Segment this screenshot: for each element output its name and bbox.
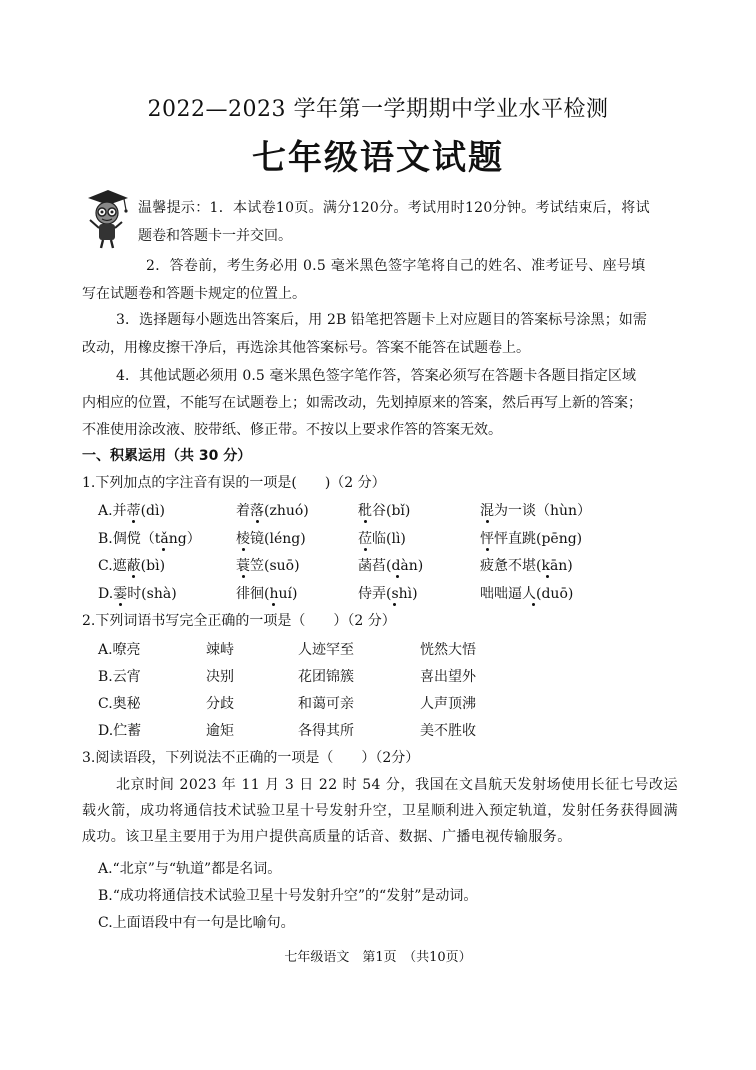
notice-line-8: 内相应的位置，不能写在试题卷上；如需改动，先划掉原来的答案，然后再写上新的答案；: [82, 395, 642, 411]
q1-option-a-2: 着落(zhuó): [236, 503, 309, 519]
q3-passage: 北京时间 2023 年 11 月 3 日 22 时 54 分，我国在文昌航天发射场使用长征七号改运载火箭，成功将通信技术试验卫星十号发射升空，卫星顺利进入预定轨道，发射任务获得圆满成功。该卫星主要用于为用户提供高质量的话音、数据、广播电视传输服务。: [82, 777, 678, 845]
notice-line-2: 题卷和答题卡一并交回。: [138, 228, 292, 244]
q1-option-a-3: 秕谷(bǐ): [358, 503, 411, 519]
q2-option-a-4: 恍然大悟: [420, 642, 476, 658]
q2-option-b-4: 喜出望外: [420, 669, 476, 685]
q1-option-d-2: 徘徊(huí): [236, 586, 298, 602]
q1-option-b-1: B.倜傥（tǎng）: [98, 531, 201, 547]
notice-line-4: 写在试题卷和答题卡规定的位置上。: [82, 286, 306, 302]
q2-option-d-3: 各得其所: [298, 723, 354, 739]
q2-option-b-3: 花团锦簇: [298, 669, 354, 685]
q1-option-b-2: 棱镜(léng): [236, 531, 306, 547]
q1-option-a-4: 混为一谈（hùn）: [480, 503, 592, 519]
notice-line-3: 2．答卷前，考生务必用 0.5 毫米黑色签字笔将自己的姓名、准考证号、座号填: [146, 258, 646, 274]
notice-line-7: 4．其他试题必须用 0.5 毫米黑色签字笔作答，答案必须写在答题卡各题目指定区域: [116, 368, 637, 384]
q3-option-a: A.“北京”与“轨道”都是名词。: [98, 861, 282, 877]
exam-title: 2022—2023 学年第一学期期中学业水平检测: [147, 97, 609, 122]
question-2-stem: 2.下列词语书写完全正确的一项是（ ）（2 分）: [82, 613, 396, 629]
q1-option-d-3: 侍弄(shì): [358, 586, 418, 602]
graduate-mascot-icon: [84, 186, 130, 250]
q2-option-c-3: 和蔼可亲: [298, 696, 354, 712]
q2-option-d-2: 逾矩: [206, 723, 234, 739]
notice-line-6: 改动，用橡皮擦干净后，再选涂其他答案标号。答案不能答在试题卷上。: [82, 340, 530, 356]
q1-option-d-4: 咄咄逼人(duō): [480, 586, 574, 602]
q1-option-b-4: 怦怦直跳(pēng): [480, 531, 583, 547]
q2-option-b-1: B.云宵: [98, 669, 141, 685]
q1-option-a-1: A.并蒂(dì): [98, 503, 165, 519]
q1-option-c-1: C.遮蔽(bì): [98, 558, 166, 574]
question-1-stem: 1.下列加点的字注音有误的一项是( )（2 分）: [82, 475, 386, 491]
q2-option-a-3: 人迹罕至: [298, 642, 354, 658]
q1-option-d-1: D.霎时(shà): [98, 586, 177, 602]
q2-option-a-1: A.嘹亮: [98, 642, 141, 658]
q1-option-c-2: 蓑笠(suō): [236, 558, 300, 574]
q1-option-b-3: 莅临(lì): [358, 531, 406, 547]
q1-option-c-3: 菡萏(dàn): [358, 558, 424, 574]
page-footer: 七年级语文 第1页 （共10页）: [284, 950, 472, 965]
q2-option-c-1: C.奥秘: [98, 696, 141, 712]
q2-option-b-2: 决别: [206, 669, 234, 685]
q3-option-c: C.上面语段中有一句是比喻句。: [98, 915, 295, 931]
q1-option-c-4: 疲惫不堪(kān): [480, 558, 573, 574]
q2-option-d-1: D.伫蓄: [98, 723, 142, 739]
q3-option-b: B.“成功将通信技术试验卫星十号发射升空”的“发射”是动词。: [98, 888, 478, 904]
question-3-stem: 3.阅读语段，下列说法不正确的一项是（ ）（2分）: [82, 750, 420, 766]
notice-line-9: 不准使用涂改液、胶带纸、修正带。不按以上要求作答的答案无效。: [82, 422, 502, 438]
q2-option-d-4: 美不胜收: [420, 723, 476, 739]
subject-title: 七年级语文试题: [252, 138, 504, 178]
section-1-title: 一、积累运用（共 30 分）: [82, 448, 252, 464]
notice-line-5: 3．选择题每小题选出答案后，用 2B 铅笔把答题卡上对应题目的答案标号涂黑；如需: [116, 312, 648, 328]
q2-option-c-4: 人声顶沸: [420, 696, 476, 712]
q2-option-c-2: 分歧: [206, 696, 234, 712]
notice-line-1: 温馨提示：1．本试卷10页。满分120分。考试用时120分钟。考试结束后，将试: [138, 200, 650, 216]
q2-option-a-2: 竦峙: [206, 642, 234, 658]
